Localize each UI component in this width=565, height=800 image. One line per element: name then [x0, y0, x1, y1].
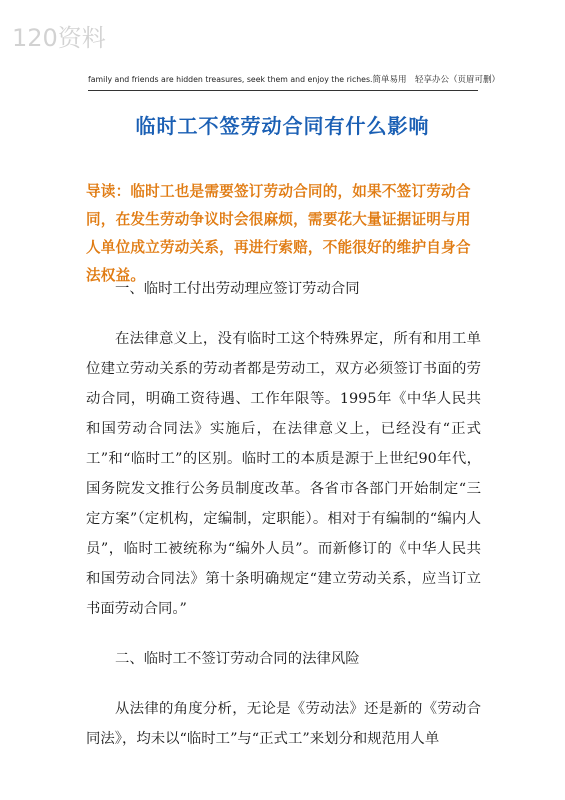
spacer	[86, 674, 481, 694]
document-body	[86, 274, 481, 754]
spacer	[86, 624, 481, 644]
spacer	[86, 304, 481, 324]
section-heading-1: 一、临时工付出劳动理应签订劳动合同	[115, 281, 360, 297]
document-title: 临时工不签劳动合同有什么影响	[135, 114, 430, 138]
watermark-logo: 120资料	[12, 24, 106, 52]
page-header	[88, 73, 501, 91]
header-english-motto: family and friends are hidden treasures, seek them and enjoy the riches.	[88, 75, 373, 84]
section-paragraph-1: 在法律意义上，没有临时工这个特殊界定，所有和用工单位建立劳动关系的劳动者都是劳动工，双方必须签订书面的劳动合同，明确工资待遇、工作年限等。1995年《中华人民共和国劳动合同法》实施后，在法律意义上，已经没有“正式工”和“临时工”的区别。临时工的本质是源于上世纪90年代，国务院发文推行公务员制度改革。各省市各部门开始制定“三定方案”（定机构，定编制，定职能）。相对于有编制的“编内人员”，临时工被统称为“编外人员”。而新修订的《中华人民共和国劳动合同法》第十条明确规定“建立劳动关系，应当订立书面劳动合同。”	[86, 331, 481, 617]
header-chinese-note: 简单易用 轻享办公（页眉可删）	[372, 75, 501, 85]
section-heading-2: 二、临时工不签订劳动合同的法律风险	[115, 651, 360, 667]
lead-summary: 导读：临时工也是需要签订劳动合同的，如果不签订劳动合同，在发生劳动争议时会很麻烦，需要花大量证据证明与用人单位成立劳动关系，再进行索赔，不能很好的维护自身合法权益。	[86, 183, 471, 284]
section-paragraph-2: 从法律的角度分析，无论是《劳动法》还是新的《劳动合同法》，均未以“临时工”与“正式工”来划分和规范用人单	[86, 701, 481, 747]
